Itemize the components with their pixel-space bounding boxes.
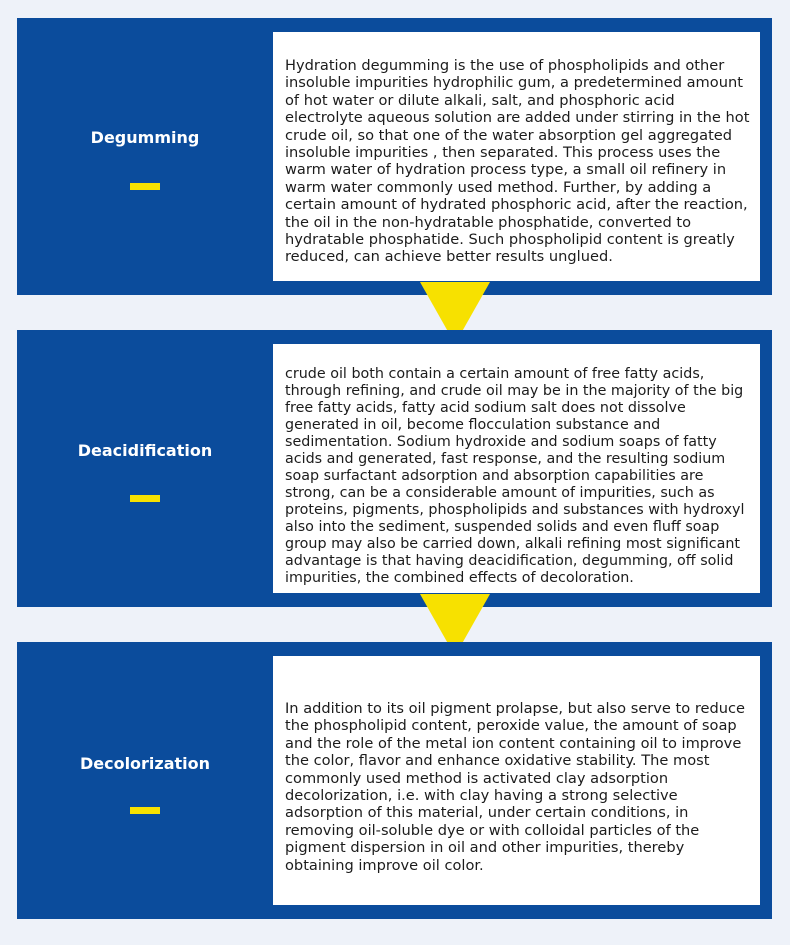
degumming-description: Hydration degumming is the use of phospholipids and other insoluble impurities hydrophilic gum, a predetermined amount of hot water or dilute alkali, salt, and phosphoric acid electrolyte aqueous solution are added under stirring in the hot crude oil, so that one of the water absorption gel aggregated insoluble impurities , then separated. This process uses the warm water of hydration process type, a small oil refinery in warm water commonly used method. Further, by adding a certain amount of hydrated phosphoric acid, after the reaction, the oil in the non-hydratable phosphatide, converted to hydratable phosphatide. Such phospholipid content is greatly reduced, can achieve better results unglued. bbox=[273, 32, 760, 281]
decolorization-panel bbox=[17, 642, 772, 919]
degumming-panel bbox=[17, 18, 772, 295]
degumming-title: Degumming bbox=[90, 128, 200, 147]
deacidification-title: Deacidification bbox=[77, 441, 213, 460]
decolorization-accent-bar bbox=[130, 807, 160, 814]
decolorization-title: Decolorization bbox=[79, 754, 211, 773]
decolorization-description: In addition to its oil pigment prolapse, but also serve to reduce the phospholipid content, peroxide value, the amount of soap and the role of the metal ion content containing oil to improve the color, flavor and enhance oxidative stability. The most commonly used method is activated clay adsorption decolorization, i.e. with clay having a strong selective adsorption of this material, under certain conditions, in removing oil-soluble dye or with colloidal particles of the pigment dispersion in oil and other impurities, thereby obtaining improve oil color. bbox=[273, 656, 760, 905]
deacidification-accent-bar bbox=[130, 495, 160, 502]
degumming-accent-bar bbox=[130, 183, 160, 190]
deacidification-panel bbox=[17, 330, 772, 607]
deacidification-description: crude oil both contain a certain amount of free fatty acids, through refining, and crude oil may be in the majority of the big free fatty acids, fatty acid sodium salt does not dissolve generated in oil, become flocculation substance and sedimentation. Sodium hydroxide and sodium soaps of fatty acids and generated, fast response, and the resulting sodium soap surfactant adsorption and absorption capabilities are strong, can be a considerable amount of impurities, such as proteins, pigments, phospholipids and substances with hydroxyl also into the sediment, suspended solids and even fluff soap group may also be carried down, alkali refining most significant advantage is that having deacidification, degumming, off solid impurities, the combined effects of decoloration. bbox=[273, 344, 760, 593]
